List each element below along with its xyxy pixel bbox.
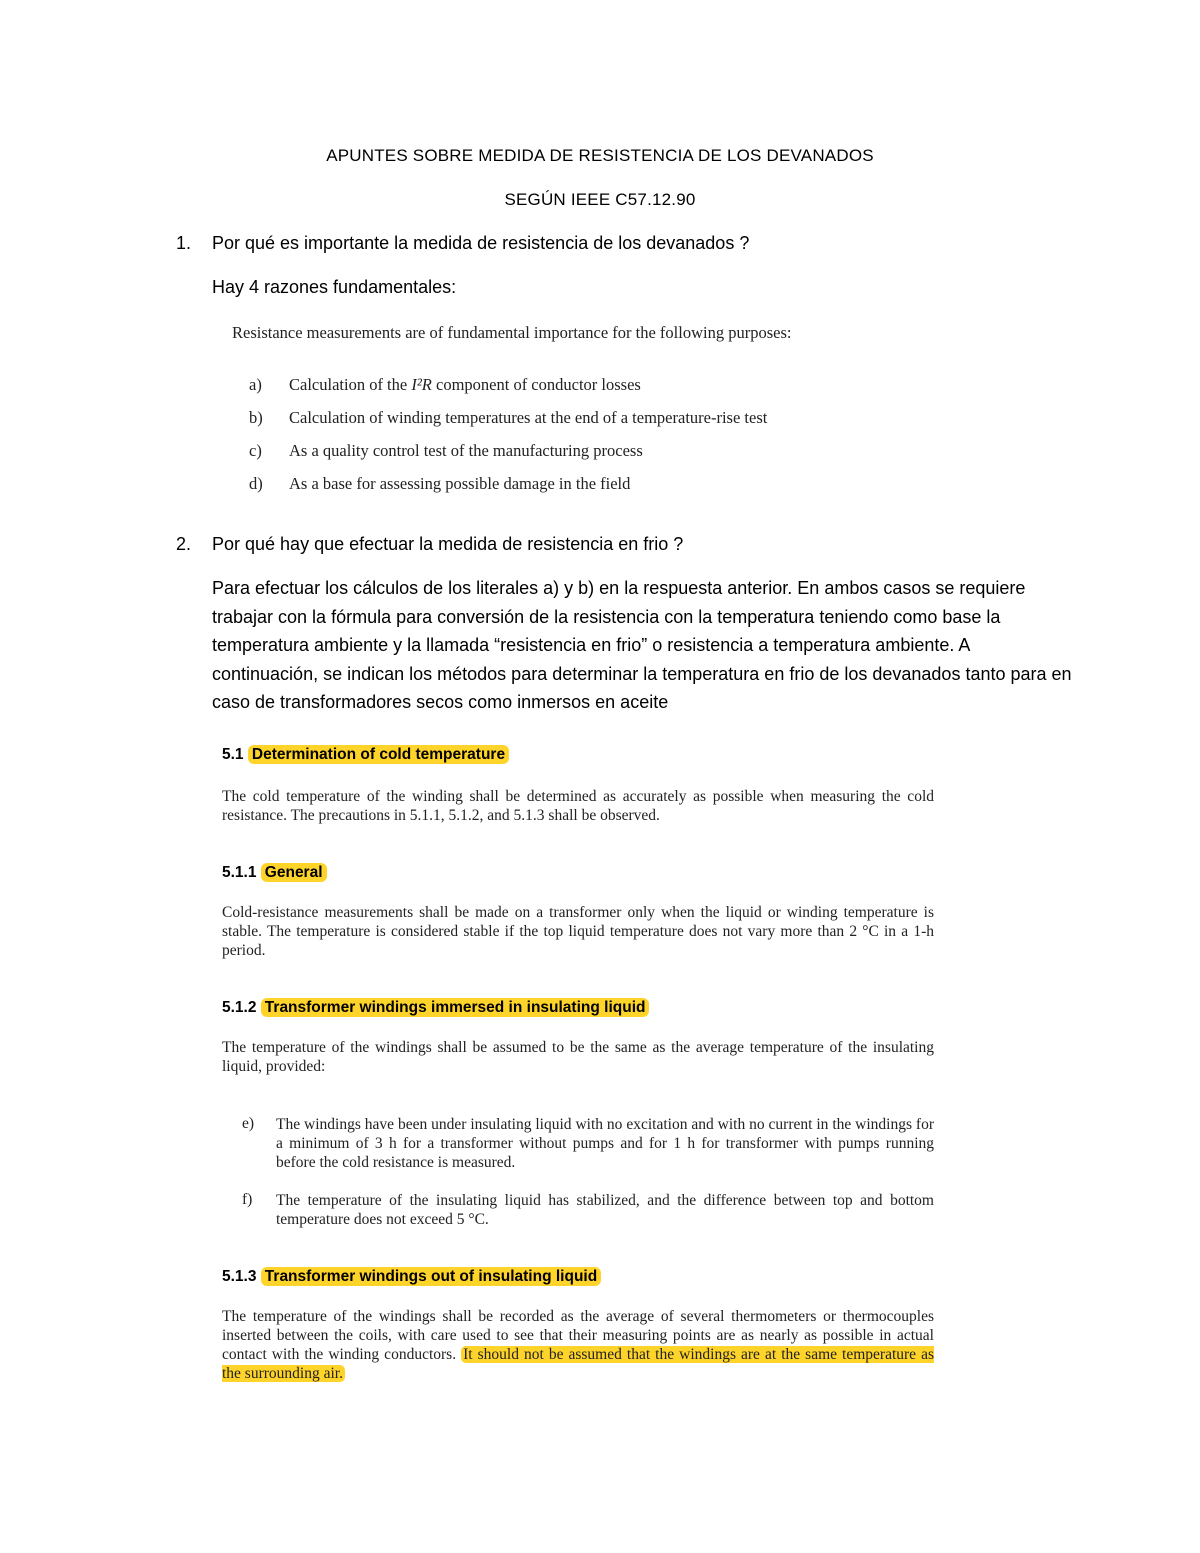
question-1-number: 1. xyxy=(176,233,192,253)
section-5-1-1-number: 5.1.1 xyxy=(222,864,257,881)
document-subtitle: SEGÚN IEEE C57.12.90 xyxy=(504,190,696,209)
purpose-b-label: b) xyxy=(249,408,263,427)
purpose-d-text: As a base for assessing possible damage in the field xyxy=(289,474,631,493)
purpose-a-text xyxy=(289,375,641,395)
condition-e-text: The windings have been under insulating liquid with no excitation and with no current in the windings for a minimum of 3 h for a transformer without pumps and for 1 h for transformer with pumps running before the cold resistance is measured. xyxy=(276,1116,934,1171)
question-2-text: Por qué hay que efectuar la medida de resistencia en frio ? xyxy=(212,534,684,554)
question-1-text: Por qué es importante la medida de resistencia de los devanados ? xyxy=(212,233,750,253)
purpose-b-text: Calculation of winding temperatures at the end of a temperature-rise test xyxy=(289,408,768,427)
section-5-1-1-title: General xyxy=(261,863,327,882)
purpose-d-label: d) xyxy=(249,474,263,493)
section-5-1-1-body: Cold-resistance measurements shall be made on a transformer only when the liquid or winding temperature is stable. The temperature is considered stable if the top liquid temperature does not vary more than 2 °C in a 1-h period. xyxy=(222,904,934,959)
section-5-1-2-heading xyxy=(222,999,649,1017)
section-5-1-3-body-plain: The temperature of the windings shall be recorded as the average of several thermometers or thermocouples inserted between the coils, with care used to see that their measuring points are as nearly as possible in actual contact with the winding conductors. xyxy=(222,1308,934,1363)
purpose-a-label: a) xyxy=(249,375,262,394)
question-2-answer: Para efectuar los cálculos de los literales a) y b) en la respuesta anterior. En ambos casos se requiere trabajar con la fórmula para conversión de la resistencia con la temperatura teniendo como base la temperatura ambiente y la llamada “resistencia en frio” o resistencia a temperatura ambiente. A continuación, se indican los métodos para determinar la temperatura en frio de los devanados tanto para en caso de transformadores secos como inmersos en aceite xyxy=(212,578,1072,712)
section-5-1-2-title: Transformer windings immersed in insulating liquid xyxy=(261,998,650,1017)
section-5-1-3-heading xyxy=(222,1268,601,1286)
question-1-answer-intro: Hay 4 razones fundamentales: xyxy=(212,277,457,297)
section-5-1-3-number: 5.1.3 xyxy=(222,1268,257,1285)
purposes-intro: Resistance measurements are of fundamental importance for the following purposes: xyxy=(232,323,792,342)
section-5-1-title: Determination of cold temperature xyxy=(248,745,509,764)
purpose-a-text-before: Calculation of the xyxy=(289,375,412,394)
section-5-1-2-body: The temperature of the windings shall be assumed to be the same as the average temperature of the insulating liquid, provided: xyxy=(222,1039,934,1075)
section-5-1-heading xyxy=(222,746,509,764)
question-2-number: 2. xyxy=(176,534,192,554)
section-5-1-3-body xyxy=(222,1307,934,1383)
document-title: APUNTES SOBRE MEDIDA DE RESISTENCIA DE LOS DEVANADOS xyxy=(326,146,874,165)
purpose-c-label: c) xyxy=(249,441,262,460)
section-5-1-number: 5.1 xyxy=(222,746,244,763)
section-5-1-1-heading xyxy=(222,864,327,882)
section-5-1-3-title: Transformer windings out of insulating liquid xyxy=(261,1267,601,1286)
section-5-1-body: The cold temperature of the winding shall be determined as accurately as possible when measuring the cold resistance. The precautions in 5.1.1, 5.1.2, and 5.1.3 shall be observed. xyxy=(222,788,934,824)
section-5-1-3-body-highlight: It should not be assumed that the windings are at the same temperature as the surrounding air. xyxy=(222,1346,935,1382)
condition-f-text: The temperature of the insulating liquid has stabilized, and the difference between top and bottom temperature does not exceed 5 °C. xyxy=(276,1192,934,1228)
purpose-c-text: As a quality control test of the manufacturing process xyxy=(289,441,643,460)
condition-f-label: f) xyxy=(242,1191,253,1208)
section-5-1-2-number: 5.1.2 xyxy=(222,999,257,1016)
purpose-a-text-after: component of conductor losses xyxy=(431,375,641,394)
i2r-formula: I²R xyxy=(411,375,432,394)
condition-e-label: e) xyxy=(242,1115,255,1132)
